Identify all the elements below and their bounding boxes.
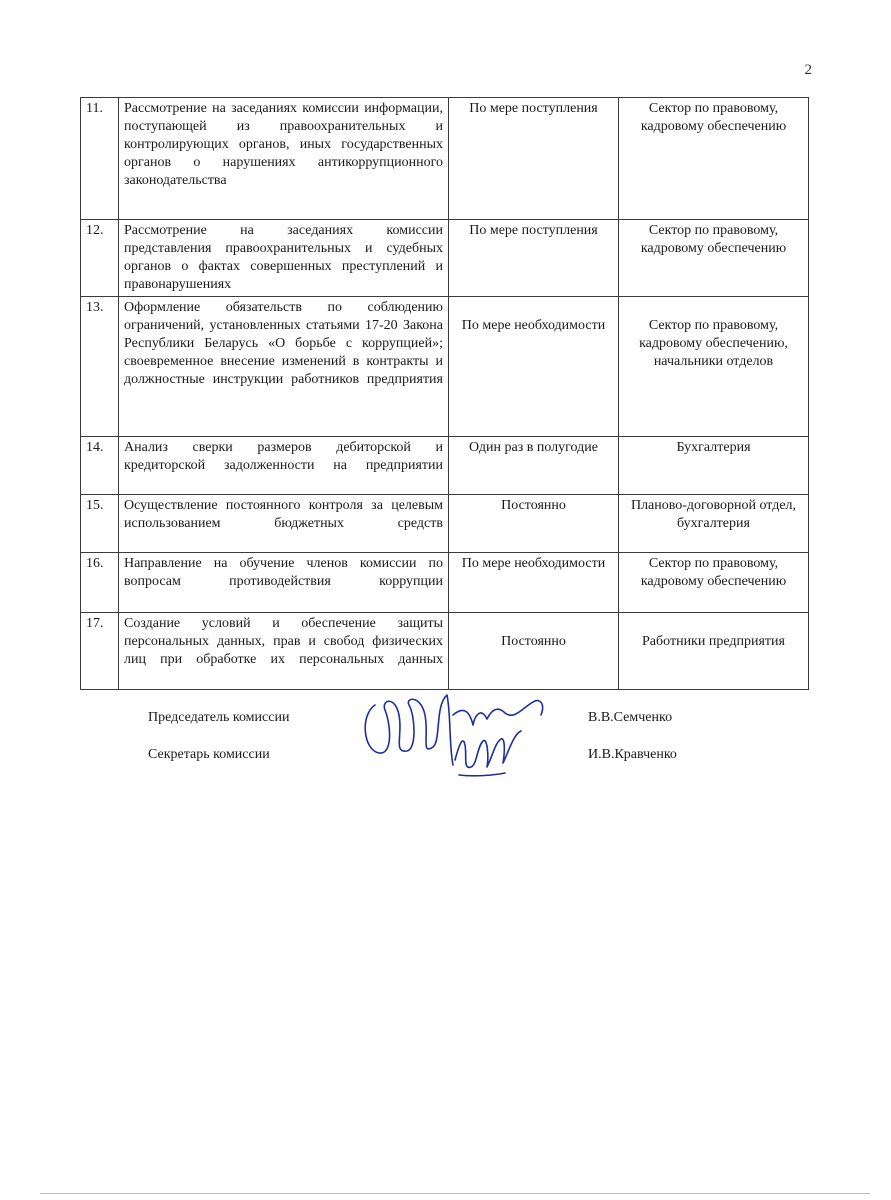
row-number: 12. xyxy=(81,220,119,297)
table-row xyxy=(81,495,809,553)
measure-term: По мере поступления xyxy=(449,220,619,297)
measure-description: Анализ сверки размеров дебиторской и кредиторской задолженности на предприятии xyxy=(119,437,449,495)
table-row xyxy=(81,437,809,495)
measure-responsible: Сектор по правовому, кадровому обеспечению xyxy=(619,220,809,297)
measure-term: Один раз в полугодие xyxy=(449,437,619,495)
measure-description: Рассмотрение на заседаниях комиссии представления правоохранительных и судебных органов о фактах совершенных преступлений и правонарушениях xyxy=(119,220,449,297)
measure-description: Создание условий и обеспечение защиты персональных данных, прав и свобод физических лиц при обработке их персональных данных xyxy=(119,613,449,690)
measure-description: Оформление обязательств по соблюдению ограничений, установленных статьями 17-20 Закона Республики Беларусь «О борьбе с коррупцией»; своевременное внесение изменений в контракты и должностные инструкции работников предприятия xyxy=(119,297,449,437)
measure-responsible: Сектор по правовому, кадровому обеспечению xyxy=(619,553,809,613)
chair-label: Председатель комиссии xyxy=(148,710,290,725)
row-number: 14. xyxy=(81,437,119,495)
page-number: 2 xyxy=(804,62,812,78)
measure-term: По мере необходимости xyxy=(449,553,619,613)
row-number: 17. xyxy=(81,613,119,690)
measure-description: Осуществление постоянного контроля за целевым использованием бюджетных средств xyxy=(119,495,449,553)
measures-table xyxy=(80,97,809,690)
signature-block xyxy=(0,700,891,790)
table-row xyxy=(81,220,809,297)
measure-responsible: Планово-договорной отдел, бухгалтерия xyxy=(619,495,809,553)
measure-responsible: Сектор по правовому, кадровому обеспечению xyxy=(619,98,809,220)
measure-description: Рассмотрение на заседаниях комиссии информации, поступающей из правоохранительных и контролирующих органов, иных государственных органов о нарушениях антикоррупционного законодательства xyxy=(119,98,449,220)
row-number: 11. xyxy=(81,98,119,220)
row-number: 15. xyxy=(81,495,119,553)
secretary-label: Секретарь комиссии xyxy=(148,747,270,762)
chair-name: В.В.Семченко xyxy=(588,710,673,725)
secretary-name: И.В.Кравченко xyxy=(588,747,677,762)
page-edge-line xyxy=(40,1193,870,1194)
measure-term: По мере необходимости xyxy=(449,297,619,437)
measure-responsible: Работники предприятия xyxy=(619,613,809,690)
measure-responsible: Бухгалтерия xyxy=(619,437,809,495)
handwritten-signatures xyxy=(355,675,555,785)
table-row xyxy=(81,98,809,220)
measure-term: Постоянно xyxy=(449,495,619,553)
table-row xyxy=(81,553,809,613)
row-number: 13. xyxy=(81,297,119,437)
row-number: 16. xyxy=(81,553,119,613)
measure-term: Постоянно xyxy=(449,613,619,690)
chair-signature xyxy=(365,695,542,765)
secretary-signature xyxy=(455,731,521,776)
measure-term: По мере поступления xyxy=(449,98,619,220)
measure-responsible: Сектор по правовому, кадровому обеспечению, начальники отделов xyxy=(619,297,809,437)
table-row xyxy=(81,297,809,437)
measure-description: Направление на обучение членов комиссии по вопросам противодействия коррупции xyxy=(119,553,449,613)
